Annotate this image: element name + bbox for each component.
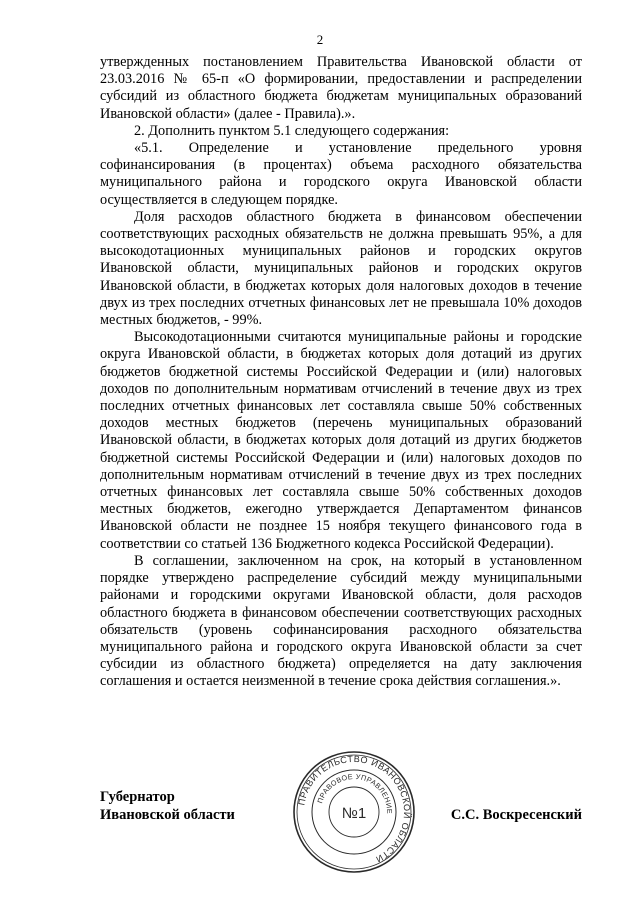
- stamp-inner-text: ПРАВОВОЕ УПРАВЛЕНИЕ: [315, 771, 395, 815]
- official-stamp: [291, 749, 417, 875]
- signature-title-line1: Губернатор: [100, 789, 175, 805]
- signature-title: [100, 788, 235, 824]
- signature-name: С.С. Воскресенский: [450, 807, 582, 823]
- paragraph-3: «5.1. Определение и установление предельного уровня софинансирования (в процентах) объема расходного обязательства муниципального района и городского округа Ивановской области осуществляется в следующем порядке.: [100, 140, 582, 208]
- stamp-seal-icon: [291, 749, 417, 875]
- document-body: [100, 54, 582, 691]
- stamp-number: №1: [341, 805, 367, 822]
- signature-title-line2: Ивановской области: [100, 807, 235, 823]
- paragraph-4: Доля расходов областного бюджета в финансовом обеспечении соответствующих расходных обязательств не должна превышать 95%, а для высокодотационных муниципальных районов и городских округов Ивановской области, муниципальных районов и городских округов Ивановской области, в бюджетах которых доля налоговых доходов в течение двух из трех последних отчетных финансовых лет не превышала 10% доходов местных бюджетов, - 99%.: [100, 208, 582, 329]
- paragraph-6: В соглашении, заключенном на срок, на который в установленном порядке утверждено распределение субсидий между муниципальными районами и городскими округами Ивановской области, доля расходов областного бюджета в финансовом обеспечении соответствующих расходных обязательств (уровень софинансирования расходного обязательства муниципального района и городского округа Ивановской области за счет субсидии из областного бюджета) определяется на дату заключения соглашения и остается неизменной в течение срока действия соглашения.».: [100, 552, 582, 690]
- stamp-ring-text: ПРАВИТЕЛЬСТВО ИВАНОВСКОЙ ОБЛАСТИ: [296, 753, 413, 865]
- paragraph-1: утвержденных постановлением Правительства Ивановской области от 23.03.2016 № 65-п «О формировании, предоставлении и распределении субсидий из областного бюджета бюджетам муниципальных образований Ивановской области» (далее - Правила).».: [100, 54, 582, 122]
- paragraph-2: 2. Дополнить пунктом 5.1 следующего содержания:: [134, 122, 450, 139]
- paragraph-5: Высокодотационными считаются муниципальные районы и городские округа Ивановской области, в бюджетах которых доля дотаций из других бюджетов бюджетной системы Российской Федерации и (или) налоговых доходов по дополнительным нормативам отчислений в течение двух из трех последних отчетных финансовых лет составляла свыше 50% собственных доходов местных бюджетов (перечень муниципальных образований Ивановской области, в бюджетах которых доля дотаций из других бюджетов бюджетной системы Российской Федерации и (или) налоговых доходов по дополнительным нормативам отчислений в течение двух из трех последних отчетных финансовых лет составляла свыше 50% собственных доходов местных бюджетов, ежегодно утверждается Департаментом финансов Ивановской области не позднее 15 ноября текущего финансового года в соответствии со статьей 136 Бюджетного кодекса Российской Федерации).: [100, 329, 582, 552]
- page-number: 2: [316, 32, 324, 47]
